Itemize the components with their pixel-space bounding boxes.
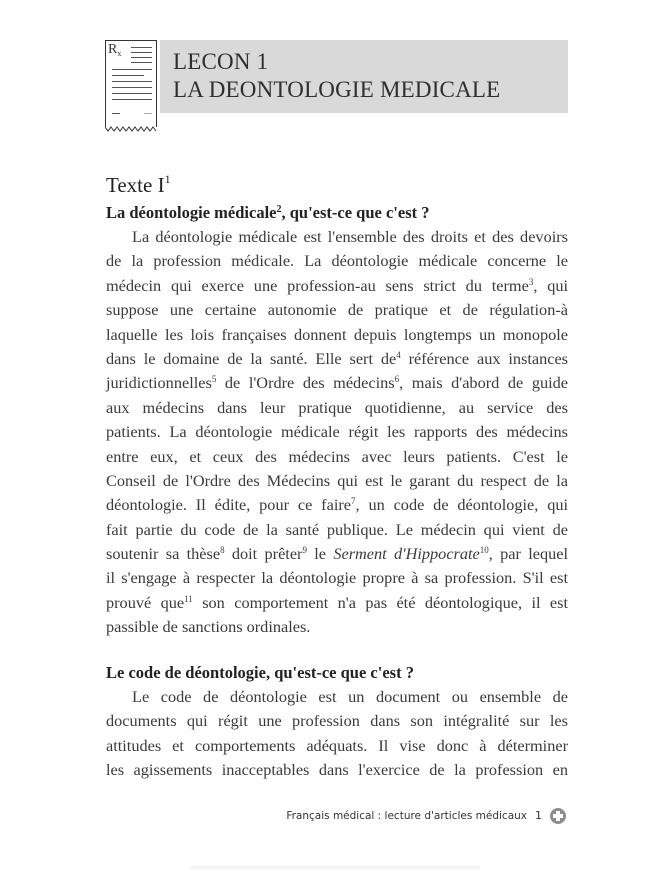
footnote-ref: 10 <box>479 545 489 556</box>
lesson-number: LECON 1 <box>173 49 269 74</box>
text-run: , qu'est-ce que c'est ? <box>281 203 430 222</box>
prescription-rx-icon <box>105 40 157 127</box>
text-line <box>106 615 568 639</box>
text-run: doit prêter <box>224 544 303 564</box>
text-line <box>106 445 568 469</box>
section-deontologie <box>106 201 568 640</box>
text-run: La déontologie médicale <box>106 203 277 222</box>
text-line <box>106 371 568 395</box>
section-code-deontologie <box>106 661 568 783</box>
text-run: les agissements inacceptables dans l'exercice de la profession en <box>106 760 568 780</box>
text-line <box>106 396 568 420</box>
section-heading <box>106 201 568 225</box>
text-run: , un code de déontologie, qui <box>355 495 569 515</box>
text-line <box>106 709 568 733</box>
text-run: La déontologie médicale est l'ensemble des droits et des devoirs <box>132 227 568 246</box>
text-run: référence aux instances <box>400 348 569 368</box>
text-run: suppose une certaine autonomie de pratique et de régulation-à <box>106 300 568 320</box>
footnote-ref: 4 <box>396 349 401 360</box>
footnote-ref: 1 <box>164 172 171 186</box>
text-run: Le code de déontologie, qu'est-ce que c'est ? <box>106 663 414 682</box>
footnote-ref: 5 <box>211 374 217 385</box>
text-run: juridictionnelles <box>106 373 212 393</box>
text-run: de l'Ordre des médecins <box>216 373 395 393</box>
footnote-ref: 3 <box>528 276 534 287</box>
text-run: prouvé que <box>106 592 185 612</box>
text-run: patients. La déontologie médicale régit les rapports des médecins <box>106 422 568 442</box>
footnote-ref: 11 <box>184 593 193 604</box>
text-line <box>106 591 568 615</box>
text-run: , par lequel <box>488 544 569 564</box>
text-line <box>106 493 568 517</box>
medical-cross-icon <box>550 808 566 824</box>
text-run: le <box>306 544 334 564</box>
text-run: de la profession médicale. La déontologie médicale concerne le <box>106 251 568 271</box>
page-number: 1 <box>535 809 542 822</box>
text-run: entre eux, et ceux des médecins avec leurs patients. C'est le <box>106 446 568 466</box>
text-line <box>106 274 568 298</box>
page-edge-shadow <box>190 866 480 870</box>
text-run: Conseil de l'Ordre des Médecins qui est le garant du respect de la <box>106 470 568 490</box>
text-line <box>106 758 568 782</box>
text-line <box>106 347 568 371</box>
text-line <box>106 734 568 758</box>
section-heading <box>106 661 568 685</box>
footer-book-title: Français médical : lecture d'articles médicaux <box>286 810 527 822</box>
text-run: dans le domaine de la santé. Elle sert de <box>106 348 397 368</box>
footnote-ref: 7 <box>351 496 356 507</box>
text-line <box>106 298 568 322</box>
text-line <box>106 420 568 444</box>
italic-text: Serment d'Hippocrate <box>333 544 480 564</box>
lesson-title: LA DEONTOLOGIE MEDICALE <box>173 77 501 102</box>
text-heading-label: Texte I <box>106 173 165 197</box>
text-run: documents qui régit une profession dans son intégralité sur les <box>106 711 568 731</box>
text-run: fait partie du code de la santé publique. Le médecin qui vient de <box>106 519 568 539</box>
page-footer <box>286 807 566 825</box>
text-run: déontologie. Il édite, pour ce faire <box>106 495 352 515</box>
text-line <box>106 542 568 566</box>
lesson-title-banner <box>160 40 568 113</box>
text-run: Le code de déontologie est un document ou ensemble de <box>132 687 568 706</box>
text-line <box>106 249 568 273</box>
text-run: son comportement n'a pas été déontologique, il est <box>192 592 568 612</box>
text-line <box>106 685 568 709</box>
footnote-ref: 2 <box>276 204 282 215</box>
footnote-ref: 9 <box>302 545 307 556</box>
text-line <box>106 469 568 493</box>
text-run: laquelle les lois françaises donnent depuis longtemps un monopole <box>106 324 568 344</box>
text-run: passible de sanctions ordinales. <box>106 617 311 637</box>
text-line <box>106 566 568 590</box>
text-run: , mais d'abord de guide <box>399 373 568 393</box>
text-run: il s'engage à respecter la déontologie propre à sa profession. S'il est <box>106 568 568 588</box>
text-heading <box>106 172 171 198</box>
text-line <box>106 225 568 249</box>
text-run: médecin qui exerce une profession-au sens strict du terme <box>106 275 529 295</box>
text-line <box>106 323 568 347</box>
text-run: aux médecins dans leur pratique quotidienne, au service des <box>106 397 568 417</box>
footnote-ref: 6 <box>394 374 400 385</box>
text-run: , qui <box>533 275 568 295</box>
text-line <box>106 518 568 542</box>
footnote-ref: 8 <box>220 545 225 556</box>
text-run: soutenir sa thèse <box>106 544 221 564</box>
rx-symbol: $R_x$ <box>108 42 122 58</box>
text-run: attitudes et comportements adéquats. Il vise donc à déterminer <box>106 735 568 755</box>
